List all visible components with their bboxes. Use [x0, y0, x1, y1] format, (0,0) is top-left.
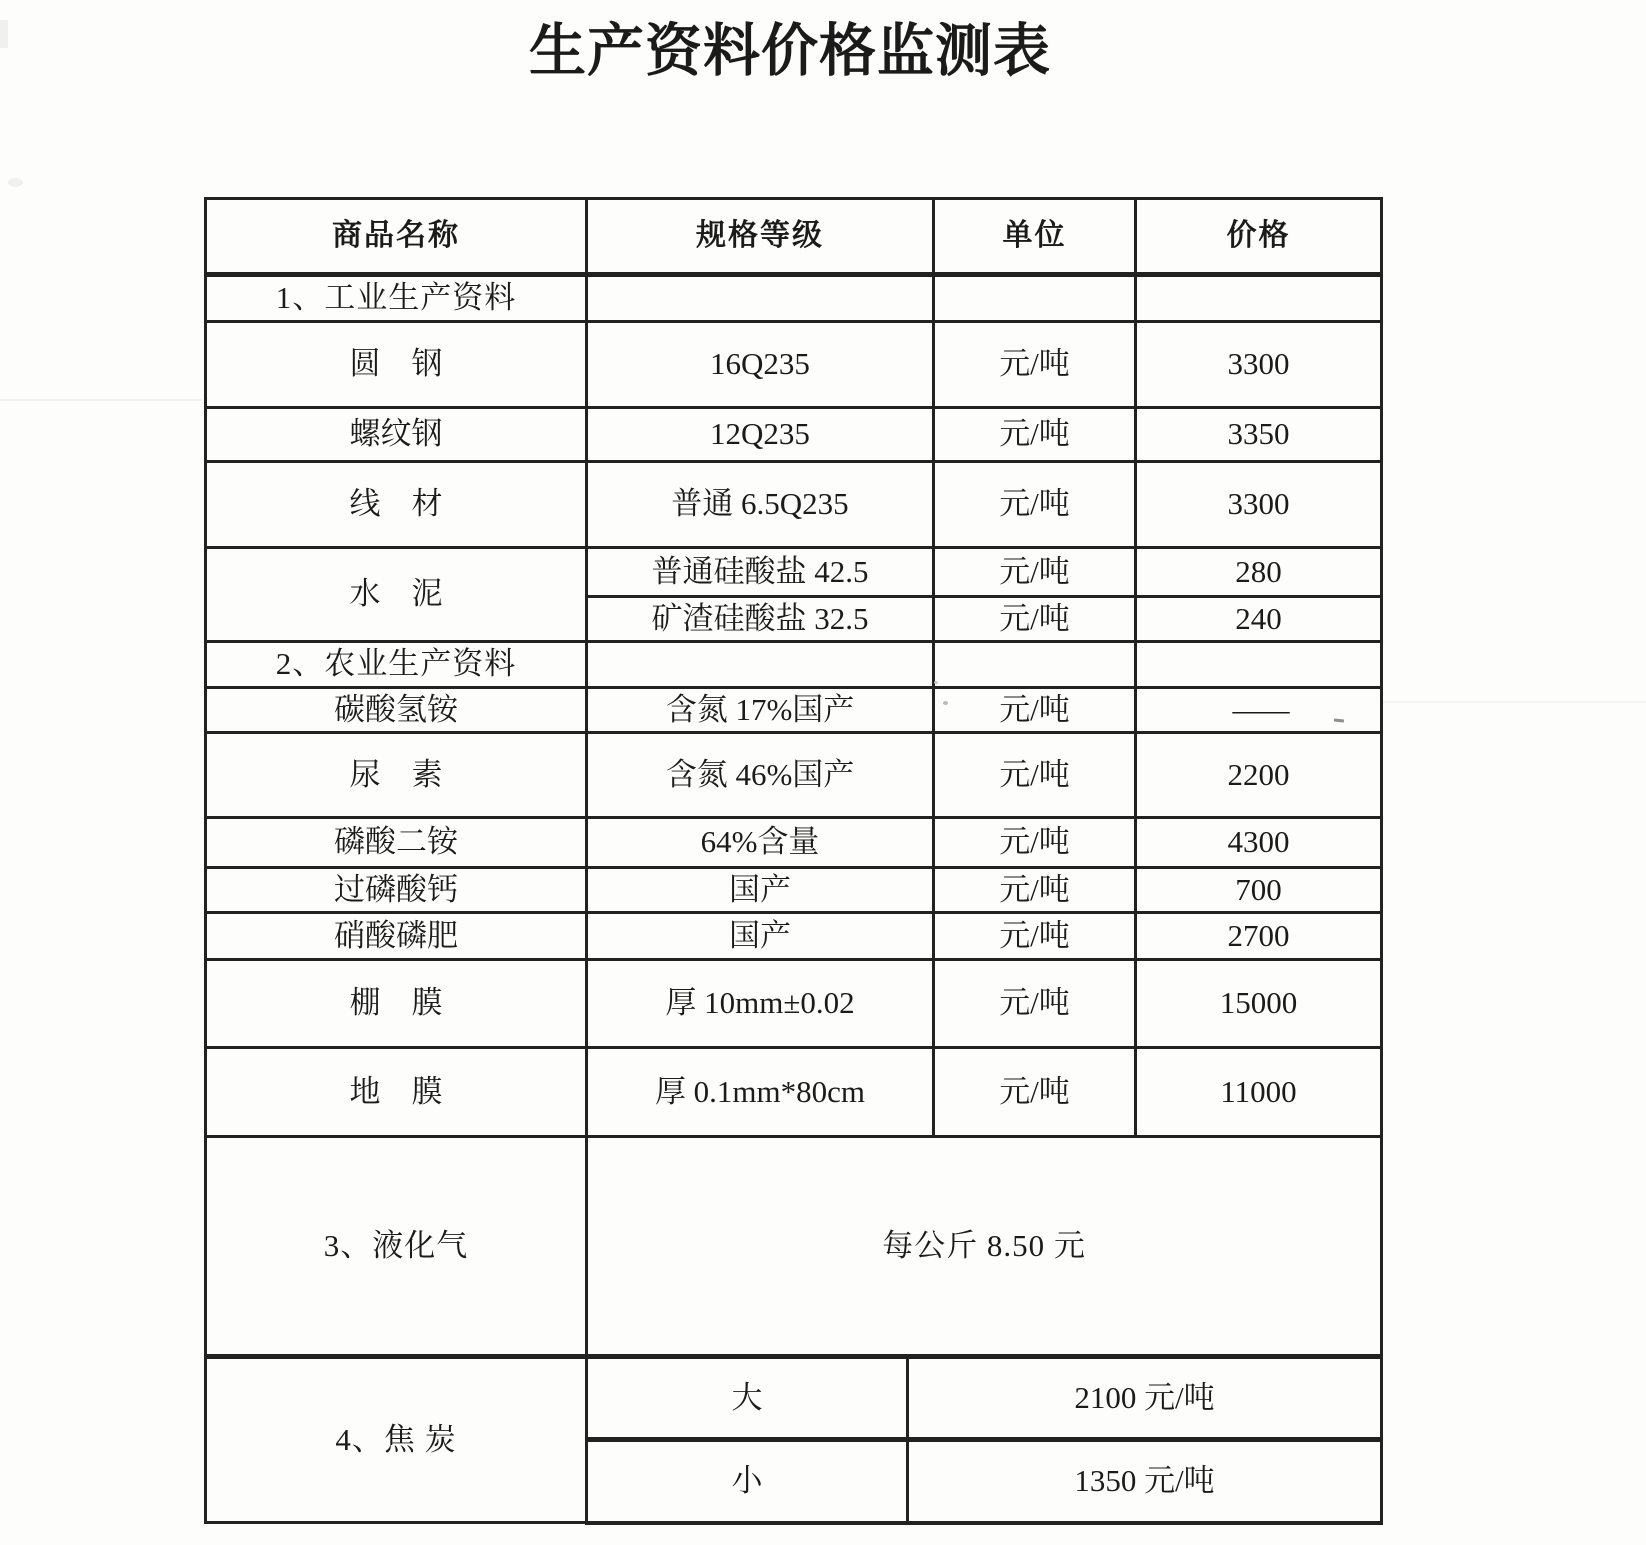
section-label-agricultural: 2、农业生产资料: [206, 642, 587, 688]
product-unit: 元/吨: [934, 408, 1136, 462]
product-spec: 16Q235: [587, 322, 934, 408]
product-name: 地 膜: [206, 1048, 587, 1137]
product-spec: 含氮 46%国产: [587, 733, 934, 818]
product-price: 3300: [1136, 322, 1382, 408]
col-header-price: 价格: [1136, 199, 1382, 275]
table-row-ammonium-bicarbonate: [206, 688, 1382, 733]
product-unit: 元/吨: [934, 322, 1136, 408]
coke-price: 1350 元/吨: [908, 1440, 1382, 1523]
product-spec: 国产: [587, 868, 934, 913]
product-price: 700: [1136, 868, 1382, 913]
table-row-urea: [206, 733, 1382, 818]
table-row-wire-rod: [206, 462, 1382, 548]
table-row-greenhouse-film: [206, 960, 1382, 1048]
product-name: 棚 膜: [206, 960, 587, 1048]
product-unit: 元/吨: [934, 1048, 1136, 1137]
table-header-row: [206, 199, 1382, 275]
table-row-lpg: [206, 1137, 1382, 1357]
section-row-industrial: [206, 275, 1382, 322]
empty-cell: [934, 642, 1136, 688]
product-price: ——: [1136, 688, 1382, 733]
product-name: 硝酸磷肥: [206, 913, 587, 960]
product-spec: 64%含量: [587, 818, 934, 868]
scan-smudge: [8, 178, 23, 187]
product-spec: 矿渣硅酸盐 32.5: [587, 597, 934, 642]
table-row-nitrophosphate: [206, 913, 1382, 960]
product-price: 2200: [1136, 733, 1382, 818]
product-name: 水 泥: [206, 548, 587, 642]
product-unit: 元/吨: [934, 688, 1136, 733]
product-spec: 含氮 17%国产: [587, 688, 934, 733]
product-name: 碳酸氢铵: [206, 688, 587, 733]
section-row-agricultural: [206, 642, 1382, 688]
empty-cell: [587, 642, 934, 688]
section-label-industrial: 1、工业生产资料: [206, 275, 587, 322]
product-name: 尿 素: [206, 733, 587, 818]
coke-grade: 大: [587, 1357, 908, 1440]
table-row-round-steel: [206, 322, 1382, 408]
product-unit: 元/吨: [934, 597, 1136, 642]
col-header-unit: 单位: [934, 199, 1136, 275]
product-price: 2700: [1136, 913, 1382, 960]
empty-cell: [934, 275, 1136, 322]
product-price: 4300: [1136, 818, 1382, 868]
product-spec: 厚 10mm±0.02: [587, 960, 934, 1048]
scan-crease: [1382, 701, 1646, 703]
product-spec: 12Q235: [587, 408, 934, 462]
product-price: 3350: [1136, 408, 1382, 462]
product-spec: 普通硅酸盐 42.5: [587, 548, 934, 597]
table-row-rebar: [206, 408, 1382, 462]
product-spec: 厚 0.1mm*80cm: [587, 1048, 934, 1137]
table-row-superphosphate: [206, 868, 1382, 913]
empty-cell: [587, 275, 934, 322]
product-name: 过磷酸钙: [206, 868, 587, 913]
empty-cell: [1136, 642, 1382, 688]
coke-price: 2100 元/吨: [908, 1357, 1382, 1440]
product-name: 磷酸二铵: [206, 818, 587, 868]
table-row-coke-large: [206, 1357, 1382, 1440]
table-row-cement-ordinary: [206, 548, 1382, 597]
product-unit: 元/吨: [934, 913, 1136, 960]
product-name: 螺纹钢: [206, 408, 587, 462]
table-row-diammonium-phosphate: [206, 818, 1382, 868]
product-name: 3、液化气: [206, 1137, 587, 1357]
product-unit: 元/吨: [934, 462, 1136, 548]
product-unit: 元/吨: [934, 960, 1136, 1048]
product-spec: 国产: [587, 913, 934, 960]
lpg-price-value: 每公斤 8.50 元: [587, 1137, 1382, 1357]
product-unit: 元/吨: [934, 733, 1136, 818]
product-price: 240: [1136, 597, 1382, 642]
col-header-product-name: 商品名称: [206, 199, 587, 275]
product-price: 15000: [1136, 960, 1382, 1048]
product-unit: 元/吨: [934, 868, 1136, 913]
product-spec: 普通 6.5Q235: [587, 462, 934, 548]
product-unit: 元/吨: [934, 818, 1136, 868]
product-price: 280: [1136, 548, 1382, 597]
page-title: 生产资料价格监测表: [529, 20, 1051, 83]
product-name: 圆 钢: [206, 322, 587, 408]
product-name: 4、焦 炭: [206, 1357, 587, 1523]
product-price: 3300: [1136, 462, 1382, 548]
empty-cell: [1136, 275, 1382, 322]
table-row-mulch-film: [206, 1048, 1382, 1137]
price-table: [204, 197, 1383, 1525]
coke-grade: 小: [587, 1440, 908, 1523]
product-price: 11000: [1136, 1048, 1382, 1137]
col-header-spec-grade: 规格等级: [587, 199, 934, 275]
product-unit: 元/吨: [934, 548, 1136, 597]
scan-crease: [0, 399, 202, 401]
product-name: 线 材: [206, 462, 587, 548]
